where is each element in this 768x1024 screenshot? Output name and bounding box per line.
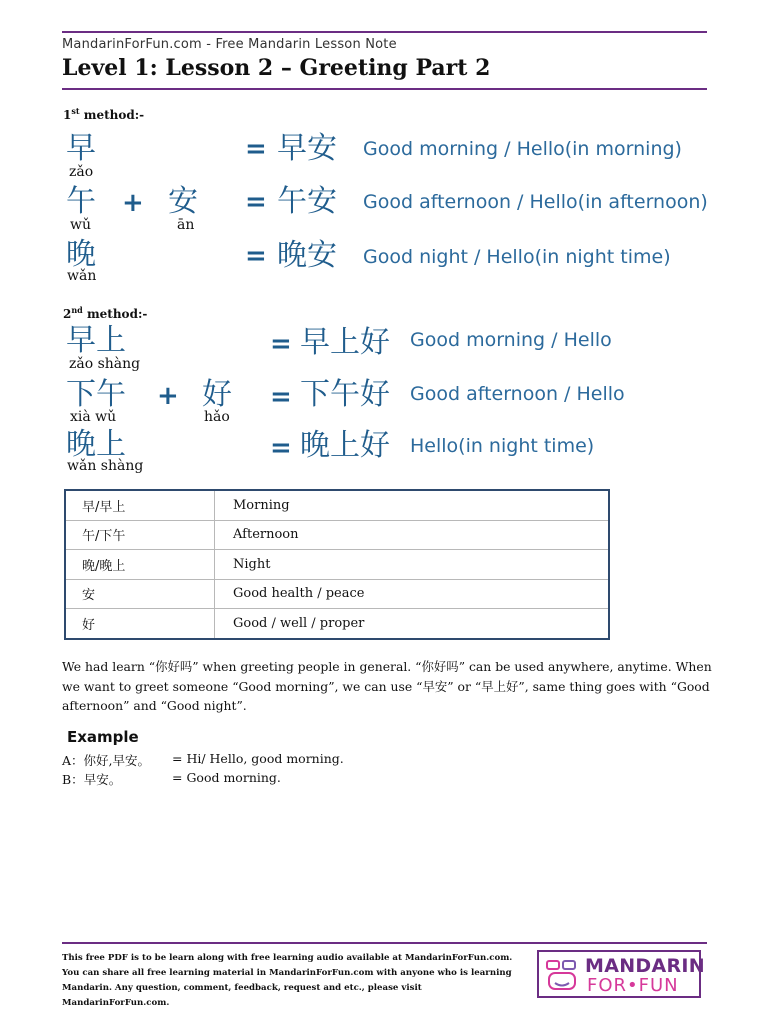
translation: Good night / Hello(in night time) (363, 246, 671, 268)
hanzi: 午 (66, 184, 96, 219)
result-hanzi: 晚上好 (300, 428, 390, 463)
hanzi: 晚上 (66, 427, 126, 462)
translation: Good morning / Hello(in morning) (363, 138, 682, 160)
pinyin: zǎo shàng (69, 356, 141, 372)
speaker-label: B： (62, 772, 84, 787)
result-hanzi: 早上好 (300, 325, 390, 360)
explanation-paragraph: We had learn “你好吗” when greeting people in general. “你好吗” can be used anywhere, anytime. When we want to greet someone “Good morning”, we can use “早安” or “早上好”, same thing goes with “Good afternoon” and “Good night”. (62, 659, 712, 713)
hanzi: 好 (202, 377, 232, 412)
result-hanzi: 下午好 (300, 377, 390, 412)
header-top-rule (62, 31, 707, 33)
logo-text-top: MANDARIN (585, 955, 705, 977)
table-cell-chinese: 晚/晚上 (65, 550, 215, 580)
logo-mark-icon (543, 955, 585, 995)
example-chinese: 早安。 (83, 772, 122, 787)
hanzi: 早 (66, 131, 96, 166)
result-hanzi: 早安 (277, 131, 337, 166)
pinyin: zǎo (69, 164, 94, 180)
translation: Good afternoon / Hello (410, 383, 625, 405)
speaker-label: A： (62, 753, 84, 768)
hanzi: 下午 (66, 377, 126, 412)
example-line (62, 751, 150, 769)
example-english: = Good morning. (172, 770, 281, 785)
table-cell-chinese: 午/下午 (65, 520, 215, 550)
site-name: MandarinForFun.com - Free Mandarin Lesson Note (62, 37, 397, 52)
header-bottom-rule (62, 88, 707, 90)
table-row (65, 550, 609, 580)
logo-text-bottom: FOR•FUN (587, 975, 679, 996)
table-cell-chinese: 安 (65, 579, 215, 609)
table-cell-english: Good / well / proper (233, 615, 365, 631)
hanzi: 晚 (66, 237, 96, 272)
equals-sign: = (270, 382, 292, 412)
table-row (65, 579, 609, 609)
example-heading: Example (67, 728, 139, 746)
pinyin: ān (177, 217, 195, 233)
vocab-table (64, 489, 610, 640)
example-english: = Hi/ Hello, good morning. (172, 751, 344, 766)
translation: Good afternoon / Hello(in afternoon) (363, 191, 708, 213)
table-cell-english: Morning (215, 490, 610, 520)
translation: Hello(in night time) (410, 435, 595, 457)
equals-sign: = (270, 433, 292, 463)
table-cell-chinese: 好 (65, 609, 215, 639)
translation: Good morning / Hello (410, 329, 612, 351)
table-row (65, 520, 609, 550)
hanzi: 早上 (66, 323, 126, 358)
plus-sign: + (122, 188, 144, 218)
table-cell-chinese: 早/早上 (65, 490, 215, 520)
plus-sign: + (157, 381, 179, 411)
equals-sign: = (245, 134, 267, 164)
result-hanzi: 午安 (277, 184, 337, 219)
table-row (65, 609, 609, 639)
equals-sign: = (245, 187, 267, 217)
mandarinforfun-logo (537, 950, 705, 998)
pinyin: wǎn shàng (67, 458, 144, 474)
method-1-label: 1st method:- (63, 106, 145, 122)
table-cell-english: Night (215, 550, 610, 580)
pinyin: xià wǔ (70, 409, 117, 425)
footer-rule (62, 942, 707, 944)
pinyin: wǎn (67, 268, 97, 284)
page-title: Level 1: Lesson 2 – Greeting Part 2 (62, 55, 491, 81)
pinyin: hǎo (204, 409, 230, 425)
equals-sign: = (270, 329, 292, 359)
equals-sign: = (245, 241, 267, 271)
example-line (62, 770, 121, 788)
table-cell-english: Good health / peace (215, 579, 610, 609)
result-hanzi: 晚安 (277, 238, 337, 273)
method-2-label: 2nd method:- (63, 305, 148, 321)
table-row (65, 490, 609, 520)
pinyin: wǔ (70, 217, 91, 233)
table-cell-english: Afternoon (215, 520, 610, 550)
example-chinese: 你好,早安。 (83, 753, 151, 768)
footer-text: This free PDF is to be learn along with free learning audio available at MandarinForFun.com. You can share all free learning material in MandarinForFun.com with anyone who is learning Mandarin. Any question, comment, feedback, request and etc., please visit MandarinForFun.com. (62, 953, 513, 1008)
hanzi: 安 (168, 184, 198, 219)
